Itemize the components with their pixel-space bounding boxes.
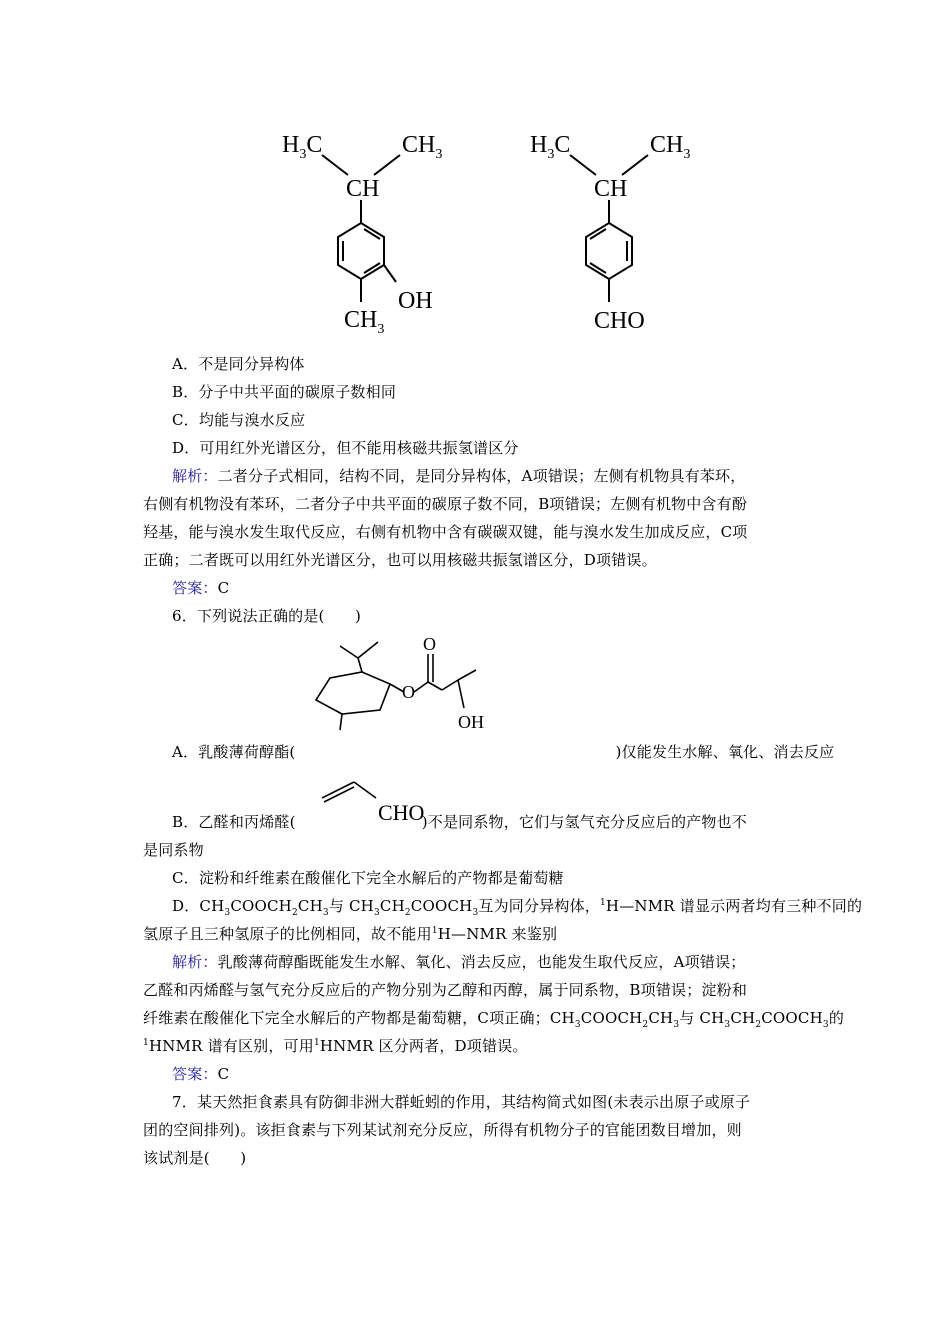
q6-option-d-line-2: 氢原子且三种氢原子的比例相同，故不能用$^1$H—NMR 来鉴别 bbox=[143, 925, 558, 943]
acrolein-cho: CHO bbox=[378, 800, 425, 825]
q5-option-b: B．分子中共平面的碳原子数相同 bbox=[172, 383, 397, 401]
q6-stem: 6．下列说法正确的是( ) bbox=[172, 607, 362, 625]
molecule-right bbox=[518, 120, 718, 350]
q6-analysis-line-4: $^1$HNMR 谱有区别，可用$^1$HNMR 区分两者，D项错误。 bbox=[143, 1037, 528, 1055]
q6-option-b: B．乙醛和丙烯醛( )不是同系物，它们与氢气充分反应后的产物也不 bbox=[172, 813, 747, 831]
q5-option-a: A．不是同分异构体 bbox=[172, 355, 305, 373]
q7-stem-line-2: 团的空间排列)。该拒食素与下列某试剂充分反应，所得有机物分子的官能团数目增加，则 bbox=[143, 1121, 742, 1139]
q5-answer-label: 答案： bbox=[172, 579, 218, 597]
mol1-oh-label: OH bbox=[398, 288, 433, 314]
q5-option-c: C．均能与溴水反应 bbox=[172, 411, 306, 429]
q5-analysis-line-4: 正确；二者既可以用红外光谱区分，也可以用核磁共振氢谱区分，D项错误。 bbox=[143, 551, 657, 569]
menthyl-carbonyl-o: O bbox=[423, 634, 436, 654]
q6-option-b-line-2: 是同系物 bbox=[143, 841, 204, 859]
q5-option-d: D．可用红外光谱区分，但不能用核磁共振氢谱区分 bbox=[172, 439, 519, 457]
q5-analysis-line-1: 解析：二者分子式相同，结构不同，是同分异构体，A项错误；左侧有机物具有苯环， bbox=[172, 467, 746, 485]
q5-analysis-label: 解析： bbox=[172, 467, 218, 485]
menthyl-ester-o: O bbox=[402, 682, 415, 702]
q5-analysis-line-2: 右侧有机物没有苯环，二者分子中共平面的碳原子数不同，B项错误；左侧有机物中含有酚 bbox=[143, 495, 748, 513]
mol1-h3c-label: $H_3C$ bbox=[282, 132, 323, 162]
q5-answer: 答案：C bbox=[172, 579, 230, 597]
q6-option-d: D．$CH_3COOCH_2CH_3$与 $CH_3CH_2COOCH_3$互为同分异构体，$^1$H—NMR 谱显示两者均有三种不同的 bbox=[172, 897, 863, 918]
q6-analysis-line-3: 纤维素在酸催化下完全水解后的产物都是葡萄糖，C项正确；$CH_3COOCH_2CH_3$与 $CH_3CH_2COOCH_3$的 bbox=[143, 1009, 845, 1030]
q6-option-c: C．淀粉和纤维素在酸催化下完全水解后的产物都是葡萄糖 bbox=[172, 869, 564, 887]
svg-text:CH: CH bbox=[594, 176, 628, 202]
svg-text:H3C: $H_3C$ bbox=[530, 132, 571, 162]
q6-option-a: A．乳酸薄荷醇酯( )仅能发生水解、氧化、消去反应 bbox=[172, 743, 835, 761]
q5-analysis-line-3: 羟基，能与溴水发生取代反应，右侧有机物中含有碳碳双键，能与溴水发生加成反应，C项 bbox=[143, 523, 748, 541]
q7-stem-line-1: 7．某天然拒食素具有防御非洲大群蚯蚓的作用，其结构简式如图(未表示出原子或原子 bbox=[172, 1093, 751, 1111]
mol1-ch-label: CH bbox=[346, 176, 380, 202]
q6-analysis-line-1: 解析：乳酸薄荷醇酯既能发生水解、氧化、消去反应，也能发生取代反应，A项错误； bbox=[172, 953, 746, 971]
svg-text:CH3: $CH_3$ bbox=[650, 132, 691, 162]
molecule-menthyl-lactate bbox=[300, 628, 510, 740]
mol2-cho-label: CHO bbox=[594, 308, 645, 334]
q6-answer: 答案：C bbox=[172, 1065, 230, 1083]
q6-analysis-label: 解析： bbox=[172, 953, 218, 971]
q6-answer-label: 答案： bbox=[172, 1065, 218, 1083]
molecule-left bbox=[270, 120, 470, 350]
mol1-ch3-label: $CH_3$ bbox=[402, 132, 443, 162]
mol1-ch3b-label: $CH_3$ bbox=[344, 307, 385, 337]
q7-stem-line-3: 该试剂是( ) bbox=[143, 1149, 247, 1167]
q6-analysis-line-2: 乙醛和丙烯醛与氢气充分反应后的产物分别为乙醇和丙醇，属于同系物，B项错误；淀粉和 bbox=[143, 981, 748, 999]
menthyl-oh: OH bbox=[458, 712, 484, 732]
